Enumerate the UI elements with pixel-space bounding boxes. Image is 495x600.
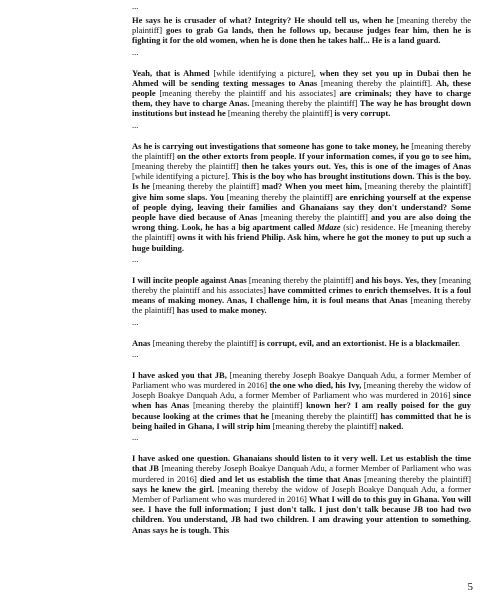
bold-text-run: since when has Anas xyxy=(132,390,471,411)
bold-text-run: naked. xyxy=(379,420,404,431)
quote-paragraph xyxy=(132,275,471,316)
bold-text-run: goes to grab Ga lands, then he follows up, because judges fear him, then he is fighting it for the old women, when he is done then he takes half... He is a land guard. xyxy=(132,25,471,46)
plain-text-run: [meaning thereby the plaintiff] xyxy=(364,473,471,484)
bold-text-run: are criminals; they have to charge them, they have to charge Anas. xyxy=(132,88,471,109)
ellipsis: ... xyxy=(132,46,139,57)
plain-text-run: [meaning thereby the plaintiff]. xyxy=(320,77,436,88)
bold-text-run: mad? When you meet him, xyxy=(261,181,365,192)
bold-text-run: Ah, these people xyxy=(132,77,472,99)
plain-text-run: [meaning thereby the plaintiff] xyxy=(132,161,242,172)
quote-paragraph xyxy=(132,15,471,46)
bold-text-run: have committed crimes to enrich themselves. It is a foul means of making money. Anas, I challenge him, it is foul means that Anas xyxy=(132,285,472,306)
plain-text-run: [meaning thereby Joseph Boakye Danquah Adu, a former Member of Parliament who was murdered in 2016] xyxy=(132,369,471,391)
plain-text-run: [meaning thereby the plaintiff and his associates] xyxy=(132,274,472,296)
plain-text-run: [meaning thereby the plaintiff] xyxy=(192,400,307,411)
plain-text-run: [meaning thereby the plaintiff] xyxy=(251,98,360,109)
plain-text-run: [meaning thereby the plaintiff] xyxy=(152,181,262,192)
bold-text-run: give him some slaps. You xyxy=(132,191,227,202)
bold-text-run: What I will do to this guy in Ghana. You will see. I have the full information; I just don't talk. I just don't talk because JB too had two children. You understand, JB had two children. I am drawing your attention to something. Anas says he is tough. This xyxy=(132,493,471,535)
plain-text-run: [meaning thereby the plaintiff] xyxy=(152,337,260,348)
bold-text-run: The way he has brought down institutions but instead he xyxy=(132,98,471,119)
plain-text-run: [meaning thereby the plaintiff and his associates] xyxy=(159,88,340,99)
bold-text-run: Yeah, that is Ahmed xyxy=(132,67,214,78)
plain-text-run: [meaning thereby the plaintiff] xyxy=(364,181,471,192)
plain-text-run: [meaning thereby the plaintiff] xyxy=(271,410,381,421)
plain-text-run: [meaning thereby the plaintiff] xyxy=(132,140,471,161)
bold-text-run: This is the boy who has brought institutions down. This is the boy. Is he xyxy=(132,171,471,192)
plain-text-run: [meaning thereby the plaintiff] xyxy=(260,212,371,223)
bold-text-run: says he knew the girl. xyxy=(132,483,218,494)
plain-text-run: [meaning thereby the plaintiff] xyxy=(132,15,471,36)
bold-text-run: He says he is crusader of what? Integrity? He should tell us, when he xyxy=(132,15,397,25)
bold-text-run: on the other extorts from people. If your information comes, if you go to see him, xyxy=(176,150,471,161)
plain-text-run: [meaning thereby the plaintiff] xyxy=(248,274,356,285)
bold-text-run: then he takes yours out. Yes, this is one of the images of Anas xyxy=(241,161,471,172)
bold-text-run: is corrupt, evil, and an extortionist. He is a blackmailer. xyxy=(259,337,461,348)
plain-text-run: [meaning thereby the widow of Joseph Boakye Danquah Adu, a former Member of Parliament who was murdered in 2016] xyxy=(132,483,472,504)
plain-text-run: [while identifying a picture]. xyxy=(132,171,232,182)
bold-text-run: As he is carrying out investigations that someone has gone to take money, he xyxy=(132,140,412,151)
ellipsis: ... xyxy=(132,1,139,11)
bold-text-run: Mdaze xyxy=(317,222,344,233)
bold-text-run: has committed that he is being hailed in Ghana, I will strip him xyxy=(132,410,471,431)
ellipsis: ... xyxy=(132,348,139,359)
bold-text-run: died and let us establish the time that Anas xyxy=(199,473,365,484)
bold-text-run: I have asked you that JB, xyxy=(132,369,230,380)
bold-text-run: when they set you up in Dubai then he Ahmed will be sending texting messages to Anas xyxy=(132,67,472,88)
bold-text-run: known her? I am really poised for the guy because looking at the crimes that he xyxy=(132,400,471,421)
quote-paragraph xyxy=(132,68,471,119)
plain-text-run: [meaning thereby the plaintiff] xyxy=(132,295,471,316)
bold-text-run: is very corrupt. xyxy=(334,108,391,119)
plain-text-run: [meaning thereby the widow of Joseph Boakye Danquah Adu, a former Member of Parliament who was murdered in 2016] xyxy=(132,380,471,401)
bold-text-run: and you are also doing the wrong thing. Look, he has a big apartment called xyxy=(132,212,471,233)
bold-text-run: I have asked one question. Ghanaians should listen to it very well. Let us establish the time that JB xyxy=(132,453,471,474)
plain-text-run: [meaning thereby the plaintiff] xyxy=(132,222,472,243)
quote-paragraph xyxy=(132,453,471,535)
quote-paragraph xyxy=(132,141,471,253)
ellipsis: ... xyxy=(132,119,139,130)
quote-paragraph xyxy=(132,370,471,431)
page-number: 5 xyxy=(467,580,473,593)
ellipsis: ... xyxy=(132,253,139,264)
ellipsis: ... xyxy=(132,432,139,443)
bold-text-run: and his boys. Yes, they xyxy=(355,274,439,285)
bold-text-run: I will incite people against Anas xyxy=(132,274,249,285)
bold-text-run: are enriching yourself at the expense of people dying, leaving their families and Ghanaians say they don't understand? Some people have died because of Anas xyxy=(132,191,471,223)
quote-paragraph xyxy=(132,338,471,348)
ellipsis: ... xyxy=(132,316,139,327)
plain-text-run: [meaning thereby the plaintiff] xyxy=(227,108,335,119)
plain-text-run: (sic) residence. He xyxy=(343,222,411,233)
bold-text-run: the one who died, his Ivy, xyxy=(269,380,364,391)
plain-text-run: [while identifying a picture], xyxy=(213,67,320,78)
bold-text-run: has used to make money. xyxy=(176,305,267,316)
bold-text-run: Anas xyxy=(132,337,153,348)
bold-text-run: owns it with his friend Philip. Ask him, where he got the money to put up such a huge building. xyxy=(132,232,471,253)
plain-text-run: [meaning thereby the plaintiff] xyxy=(272,420,380,431)
plain-text-run: [meaning thereby the plaintiff] xyxy=(226,191,336,202)
plain-text-run: [meaning thereby Joseph Boakye Danquah Adu, a former Member of Parliament who was murdered in 2016] xyxy=(132,463,472,484)
